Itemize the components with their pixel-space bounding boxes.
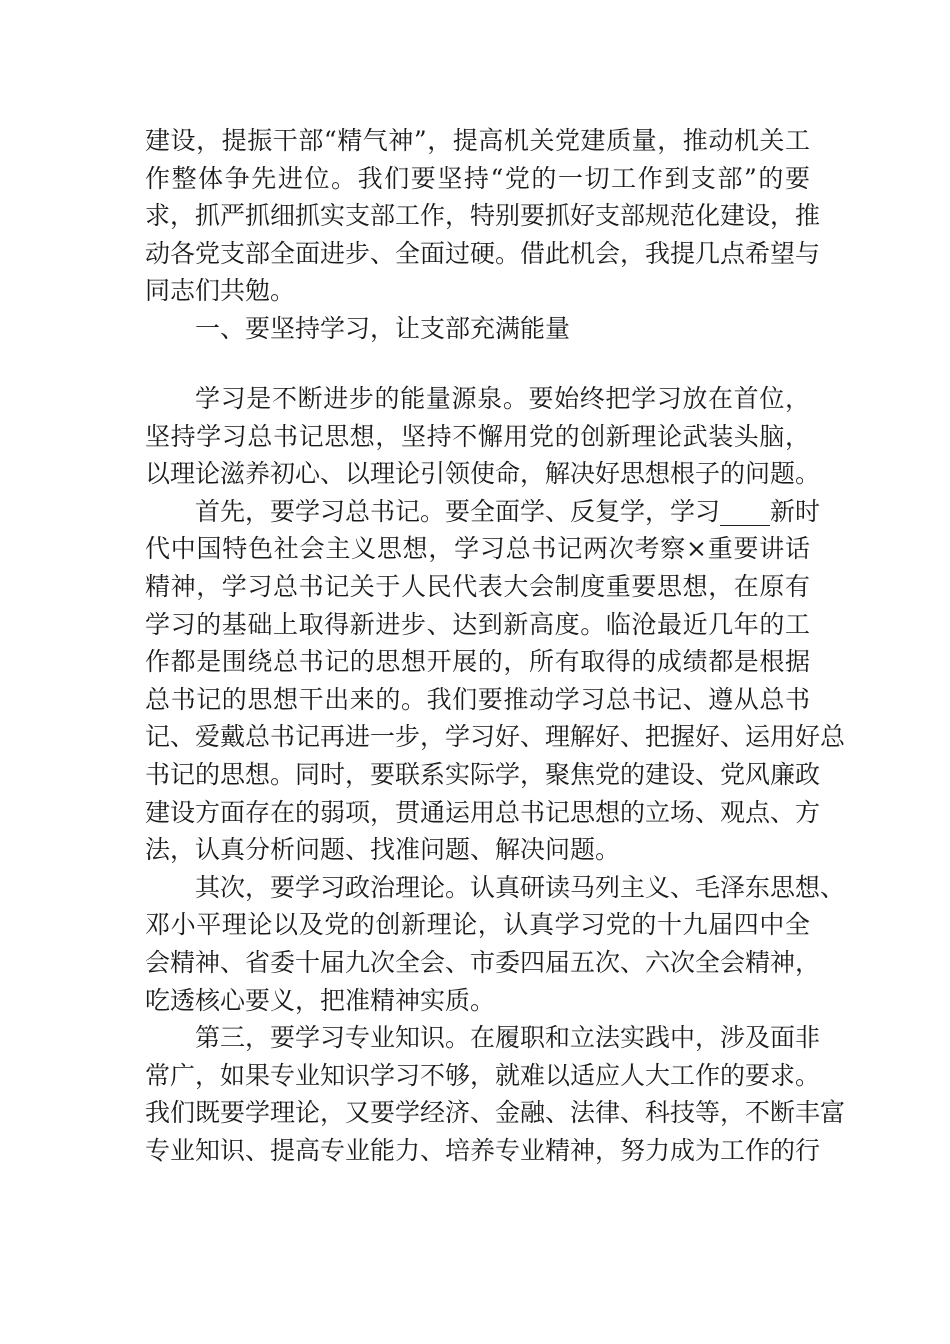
text-line: 以理论滋养初心、以理论引领使命，解决好思想根子的问题。 bbox=[145, 459, 821, 489]
paragraph-first-line: 其次，要学习政治理论。认真研读马列主义、毛泽东思想、 bbox=[195, 872, 846, 902]
text-line: 专业知识、提高专业能力、培养专业精神，努力成为工作的行 bbox=[145, 1135, 821, 1165]
text-line: 建设方面存在的弱项，贯通运用总书记思想的立场、观点、方 bbox=[145, 797, 821, 827]
text-line: 记、爱戴总书记再进一步，学习好、理解好、把握好、运用好总 bbox=[145, 722, 846, 752]
text-line: 同志们共勉。 bbox=[145, 276, 296, 306]
paragraph-first-line: 学习是不断进步的能量源泉。要始终把学习放在首位， bbox=[195, 384, 810, 413]
text-line: 作整体争先进位。我们要坚持“党的一切工作到支部”的要 bbox=[145, 163, 810, 193]
text-line: 常广，如果专业知识学习不够，就难以适应人大工作的要求。 bbox=[145, 1060, 821, 1090]
text-line: 精神，学习总书记关于人民代表大会制度重要思想，在原有 bbox=[145, 571, 810, 601]
text-line: 作都是围绕总书记的思想开展的，所有取得的成绩都是根据 bbox=[145, 647, 810, 677]
text-line: 坚持学习总书记思想，坚持不懈用党的创新理论武装头脑， bbox=[145, 421, 810, 451]
text-line: 邓小平理论以及党的创新理论，认真学习党的十九届四中全 bbox=[145, 910, 810, 940]
text-line: 建设，提振干部“精气神”，提高机关党建质量，推动机关工 bbox=[145, 126, 810, 155]
text-line: 书记的思想。同时，要联系实际学，聚焦党的建设、党风廉政 bbox=[145, 759, 821, 789]
text-line: 法，认真分析问题、找准问题、解决问题。 bbox=[145, 835, 621, 865]
text-line: 代中国特色社会主义思想，学习总书记两次考察×重要讲话 bbox=[145, 534, 810, 564]
text-line: 吃透核心要义，把准精神实质。 bbox=[145, 985, 496, 1015]
text-line: 学习的基础上取得新进步、达到新高度。临沧最近几年的工 bbox=[145, 609, 810, 639]
text-line: 动各党支部全面进步、全面过硬。借此机会，我提几点希望与 bbox=[145, 238, 821, 268]
paragraph-first-line: 首先，要学习总书记。要全面学、反复学，学习____新时 bbox=[195, 496, 821, 526]
text-line: 会精神、省委十届九次全会、市委四届五次、六次全会精神， bbox=[145, 947, 821, 977]
text-line: 总书记的思想干出来的。我们要推动学习总书记、遵从总书 bbox=[145, 684, 810, 714]
body-paragraph-block bbox=[145, 380, 846, 1169]
text-line: 我们既要学理论，又要学经济、金融、法律、科技等，不断丰富 bbox=[145, 1098, 846, 1128]
paragraph-first-line: 第三，要学习专业知识。在履职和立法实践中，涉及面非 bbox=[195, 1023, 821, 1053]
section-heading: 一、要坚持学习，让支部充满能量 bbox=[195, 313, 571, 343]
text-line: 求，抓严抓细抓实支部工作，特别要抓好支部规范化建设，推 bbox=[145, 201, 821, 231]
intro-paragraph-block bbox=[145, 122, 821, 348]
